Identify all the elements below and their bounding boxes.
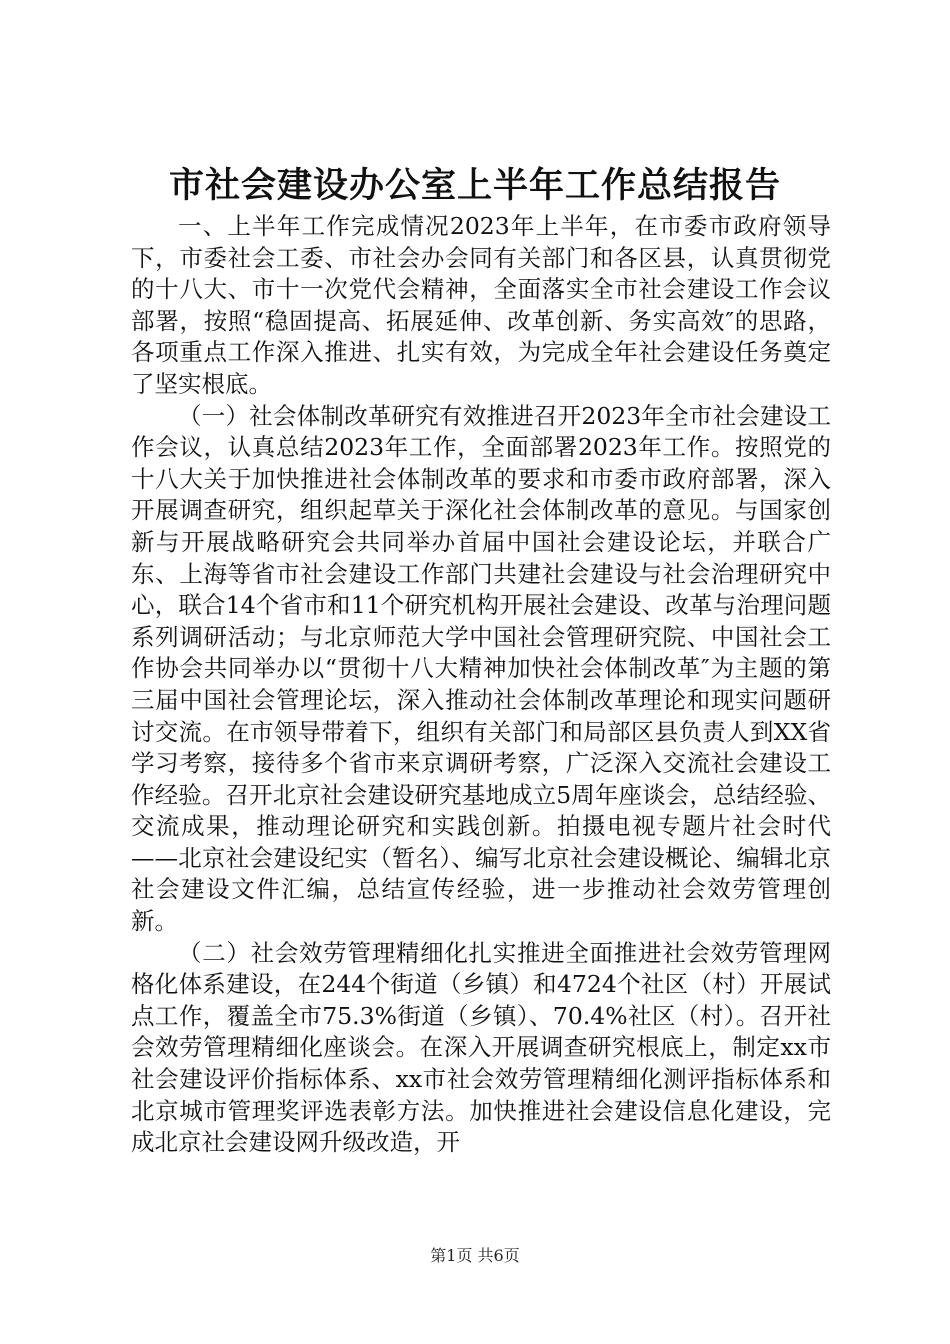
- page-number-footer: 第1页 共6页: [430, 1246, 520, 1265]
- paragraph-social-system-reform: （一）社会体制改革研究有效推进召开2023年全市社会建设工作会议，认真总结2023年工作，全面部署2023年工作。按照党的十八大关于加快推进社会体制改革的要求和市委市政府部署，深入开展调查研究，组织起草关于深化社会体制改革的意见。与国家创新与开展战略研究会共同举办首届中国社会建设论坛，并联合广东、上海等省市社会建设工作部门共建社会建设与社会治理研究中心，联合14个省市和11个研究机构开展社会建设、改革与治理问题系列调研活动；与北京师范大学中国社会管理研究院、中国社会工作协会共同举办以“贯彻十八大精神加快社会体制改革″为主题的第三届中国社会管理论坛，深入推动社会体制改革理论和现实问题研讨交流。在市领导带着下，组织有关部门和局部区县负责人到XX省学习考察，接待多个省市来京调研考察，广泛深入交流社会建设工作经验。召开北京社会建设研究基地成立5周年座谈会，总结经验、交流成果，推动理论研究和实践创新。拍摄电视专题片社会时代——北京社会建设纪实（暂名）、编写北京社会建设概论、编辑北京社会建设文件汇编，总结宣传经验，进一步推动社会效劳管理创新。: [131, 401, 831, 936]
- document-title: 市社会建设办公室上半年工作总结报告: [168, 165, 781, 206]
- paragraph-first-half-summary: 一、上半年工作完成情况2023年上半年，在市委市政府领导下，市委社会工委、市社会办会同有关部门和各区县，认真贯彻党的十八大、市十一次党代会精神，全面落实全市社会建设工作会议部署，按照“稳固提高、拓展延伸、改革创新、务实高效″的思路，各项重点工作深入推进、扎实有效，为完成全年社会建设任务奠定了坚实根底。: [131, 212, 831, 398]
- document-body: [131, 211, 831, 1159]
- paragraph-service-management: （二）社会效劳管理精细化扎实推进全面推进社会效劳管理网格化体系建设，在244个街道（乡镇）和4724个社区（村）开展试点工作，覆盖全市75.3%街道（乡镇）、70.4%社区（村）。召开社会效劳管理精细化座谈会。在深入开展调查研究根底上，制定xx市社会建设评价指标体系、xx市社会效劳管理精细化测评指标体系和北京城市管理奖评选表彰方法。加快推进社会建设信息化建设，完成北京社会建设网升级改造，开: [131, 938, 831, 1157]
